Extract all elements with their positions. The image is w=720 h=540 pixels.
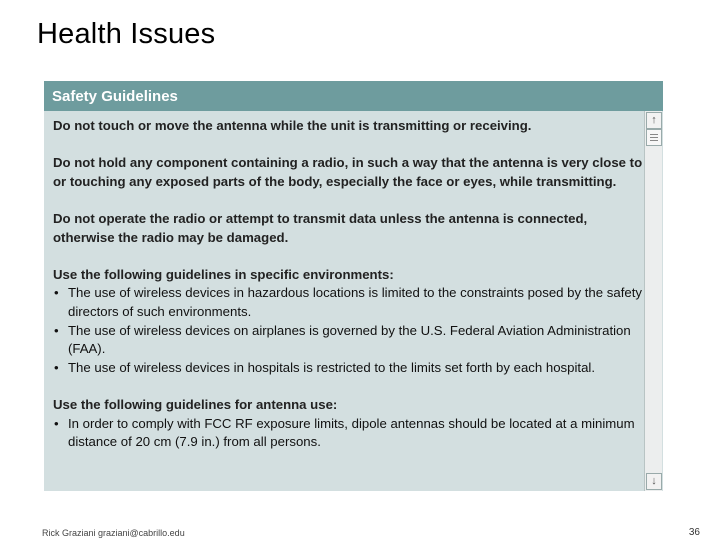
list-item-text: In order to comply with FCC RF exposure limits, dipole antennas should be located at a minimum distance of 20 cm (7.9 in.) from all persons.: [68, 415, 635, 450]
guideline-paragraph: Do not hold any component containing a radio, in such a way that the antenna is very close to or touching any exposed parts of the body, especially the face or eyes, while transmitting.: [53, 155, 643, 189]
antenna-heading: Use the following guidelines for antenna use:: [53, 396, 338, 412]
slide-title: Health Issues: [37, 18, 216, 50]
antenna-list: [53, 415, 643, 452]
bullet-icon: •: [54, 285, 59, 301]
arrow-up-icon: ↑: [651, 114, 657, 126]
panel-header-title: Safety Guidelines: [52, 88, 178, 105]
arrow-down-icon: ↓: [651, 475, 657, 487]
environments-heading: Use the following guidelines in specific environments:: [53, 266, 394, 282]
list-item: [53, 284, 643, 321]
vertical-scrollbar[interactable]: [644, 111, 662, 491]
panel-header: [44, 81, 663, 111]
list-item: [53, 359, 643, 378]
scroll-down-button[interactable]: [646, 473, 662, 490]
list-item-text: The use of wireless devices on airplanes is governed by the U.S. Federal Aviation Administration (FAA).: [68, 322, 631, 357]
safety-guidelines-panel: [44, 81, 663, 491]
environments-list: [53, 284, 643, 377]
panel-content: [53, 117, 643, 470]
bullet-icon: •: [54, 359, 59, 375]
scroll-up-button[interactable]: [646, 112, 662, 129]
guideline-paragraph: Do not operate the radio or attempt to transmit data unless the antenna is connected, otherwise the radio may be damaged.: [53, 210, 588, 245]
footer-author: Rick Graziani graziani@cabrillo.edu: [42, 528, 185, 538]
scroll-thumb[interactable]: [646, 129, 662, 146]
list-item-text: The use of wireless devices in hazardous locations is limited to the constraints posed by the safety directors of such environments.: [68, 285, 642, 319]
list-item: [53, 322, 643, 359]
list-item-text: The use of wireless devices in hospitals is restricted to the limits set forth by each hospital.: [68, 359, 596, 375]
bullet-icon: •: [54, 415, 59, 431]
list-item: [53, 415, 643, 452]
bullet-icon: •: [54, 322, 59, 338]
guideline-paragraph: Do not touch or move the antenna while the unit is transmitting or receiving.: [53, 118, 532, 133]
page-number: 36: [688, 527, 700, 538]
